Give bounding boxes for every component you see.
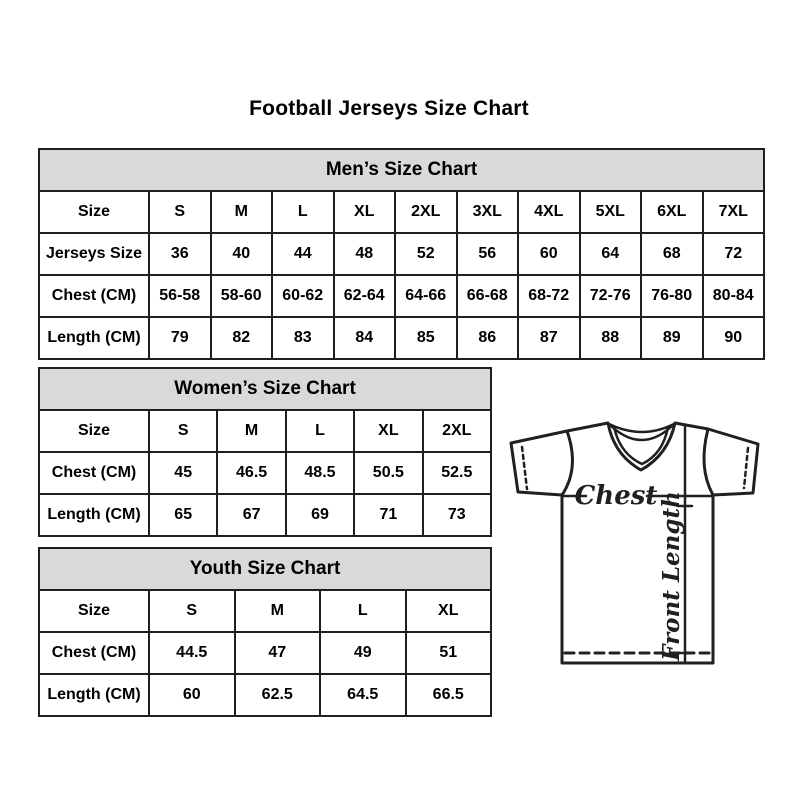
size-value-cell: 82 [211,317,273,359]
table-row [39,191,764,233]
size-value-cell: M [211,191,273,233]
size-value-cell: 71 [354,494,422,536]
womens-size-chart-table-title: Women’s Size Chart [39,368,491,410]
jersey-measurement-diagram [502,410,770,668]
size-value-cell: 56 [457,233,519,275]
table-row [39,410,491,452]
size-value-cell: 89 [641,317,703,359]
size-value-cell: 49 [320,632,406,674]
size-value-cell: 85 [395,317,457,359]
size-value-cell: 64 [580,233,642,275]
size-value-cell: 60-62 [272,275,334,317]
size-value-cell: 52 [395,233,457,275]
size-value-cell: 5XL [580,191,642,233]
size-value-cell: 60 [149,674,235,716]
table-row [39,233,764,275]
mens-size-chart-table [38,148,765,360]
row-label-cell: Jerseys Size [39,233,149,275]
size-value-cell: 73 [423,494,491,536]
youth-size-chart-table [38,547,492,717]
size-value-cell: 3XL [457,191,519,233]
row-label-cell: Size [39,191,149,233]
size-value-cell: M [235,590,321,632]
size-value-cell: 58-60 [211,275,273,317]
size-value-cell: XL [406,590,492,632]
size-value-cell: 76-80 [641,275,703,317]
size-value-cell: 60 [518,233,580,275]
row-label-cell: Length (CM) [39,317,149,359]
size-value-cell: 80-84 [703,275,765,317]
size-value-cell: 2XL [423,410,491,452]
size-value-cell: S [149,191,211,233]
size-value-cell: 36 [149,233,211,275]
size-value-cell: 40 [211,233,273,275]
size-value-cell: 62-64 [334,275,396,317]
size-value-cell: L [320,590,406,632]
size-value-cell: 79 [149,317,211,359]
size-value-cell: 72 [703,233,765,275]
size-value-cell: XL [334,191,396,233]
size-value-cell: 64-66 [395,275,457,317]
size-value-cell: 7XL [703,191,765,233]
row-label-cell: Size [39,410,149,452]
row-label-cell: Chest (CM) [39,275,149,317]
size-value-cell: 84 [334,317,396,359]
size-value-cell: 44.5 [149,632,235,674]
size-value-cell: L [272,191,334,233]
size-value-cell: 48 [334,233,396,275]
size-value-cell: 67 [217,494,285,536]
row-label-cell: Chest (CM) [39,632,149,674]
size-value-cell: 69 [286,494,354,536]
size-value-cell: 90 [703,317,765,359]
table-row [39,632,491,674]
size-value-cell: 45 [149,452,217,494]
size-value-cell: XL [354,410,422,452]
size-value-cell: 68-72 [518,275,580,317]
table-row [39,452,491,494]
size-value-cell: 72-76 [580,275,642,317]
size-value-cell: 51 [406,632,492,674]
size-value-cell: 2XL [395,191,457,233]
size-value-cell: 46.5 [217,452,285,494]
size-value-cell: 86 [457,317,519,359]
size-value-cell: 88 [580,317,642,359]
row-label-cell: Length (CM) [39,494,149,536]
size-value-cell: 64.5 [320,674,406,716]
table-row [39,590,491,632]
size-value-cell: 87 [518,317,580,359]
size-value-cell: S [149,410,217,452]
size-value-cell: L [286,410,354,452]
size-value-cell: 4XL [518,191,580,233]
size-value-cell: 65 [149,494,217,536]
size-value-cell: 66-68 [457,275,519,317]
size-value-cell: 52.5 [423,452,491,494]
mens-size-chart-table-title: Men’s Size Chart [39,149,764,191]
row-label-cell: Chest (CM) [39,452,149,494]
size-value-cell: S [149,590,235,632]
size-value-cell: 83 [272,317,334,359]
size-value-cell: 56-58 [149,275,211,317]
table-row [39,275,764,317]
jersey-diagram-svg [502,410,770,668]
size-value-cell: 48.5 [286,452,354,494]
table-row [39,674,491,716]
row-label-cell: Length (CM) [39,674,149,716]
size-value-cell: 62.5 [235,674,321,716]
row-label-cell: Size [39,590,149,632]
page-title: Football Jerseys Size Chart [249,97,529,120]
womens-size-chart-table [38,367,492,537]
size-value-cell: M [217,410,285,452]
size-value-cell: 6XL [641,191,703,233]
table-row [39,494,491,536]
table-row [39,317,764,359]
front-length-label: Front Length [658,491,685,661]
size-value-cell: 44 [272,233,334,275]
size-value-cell: 68 [641,233,703,275]
size-value-cell: 47 [235,632,321,674]
size-value-cell: 66.5 [406,674,492,716]
youth-size-chart-table-title: Youth Size Chart [39,548,491,590]
size-value-cell: 50.5 [354,452,422,494]
chest-label: Chest [574,481,658,511]
